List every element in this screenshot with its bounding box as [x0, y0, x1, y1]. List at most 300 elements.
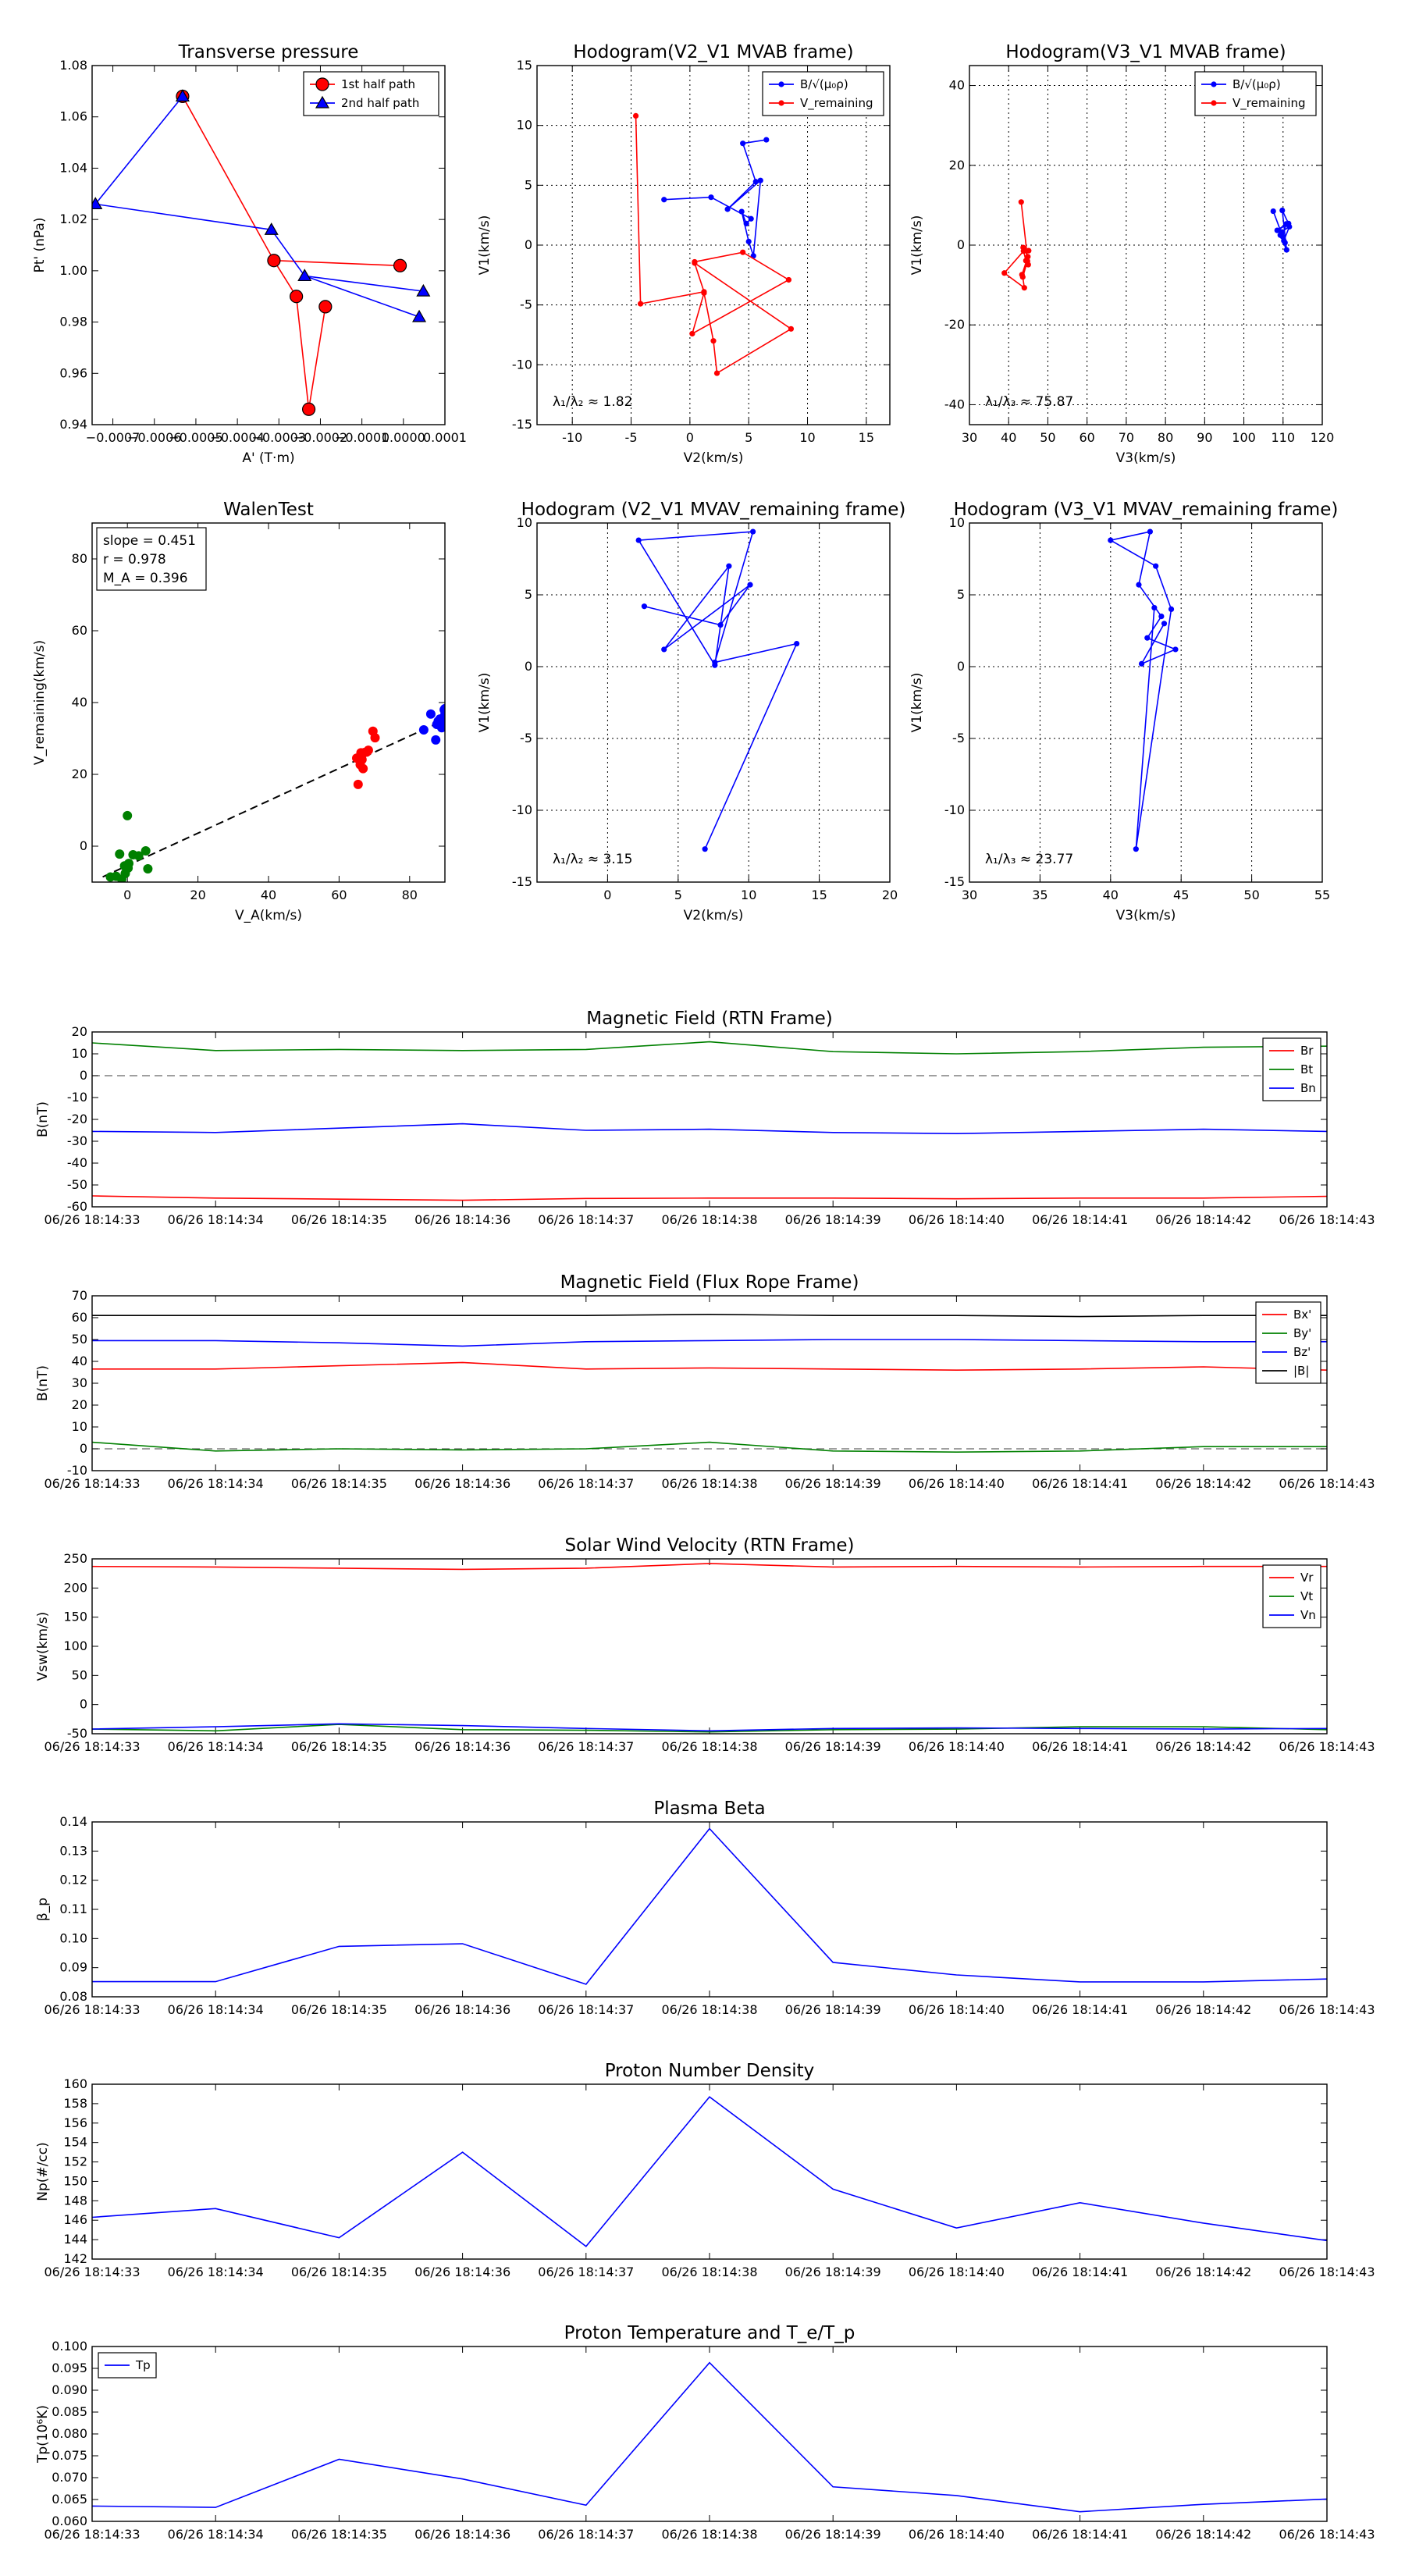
x-tick-label: 30 [961, 888, 978, 902]
chart-walen-test [32, 500, 450, 923]
y-tick-label: 0 [524, 659, 532, 674]
data-point [794, 641, 799, 646]
x-tick-label: -5 [624, 430, 638, 445]
y-tick-label: 0 [956, 659, 965, 674]
data-point [1108, 537, 1113, 543]
data-point [749, 216, 754, 222]
legend-label: V_remaining [800, 96, 873, 110]
x-tick-label: 06/26 18:14:40 [908, 2265, 1005, 2279]
y-tick-label: 20 [948, 157, 965, 173]
legend-label: B/√(μ₀ρ) [1232, 77, 1281, 91]
x-tick-label: 45 [1173, 888, 1190, 902]
data-point [123, 811, 132, 820]
data-point [740, 250, 745, 255]
x-tick-label: 60 [1079, 430, 1095, 445]
x-tick-label: 06/26 18:14:39 [784, 2265, 881, 2279]
fit-stat-line: r = 0.978 [103, 552, 166, 568]
x-tick-label: −0.0005 [169, 430, 223, 445]
data-point [419, 725, 429, 735]
y-tick-label: 10 [948, 515, 965, 530]
y-axis-label: Vsw(km/s) [35, 1611, 51, 1681]
data-point [753, 179, 759, 184]
x-tick-label: 55 [1314, 888, 1331, 902]
data-point [438, 719, 447, 728]
data-point [747, 582, 752, 588]
legend-marker [778, 81, 784, 87]
data-point [1151, 605, 1157, 610]
legend-label: 2nd half path [341, 96, 420, 110]
x-tick-label: 06/26 18:14:39 [784, 1739, 881, 1754]
x-tick-label: 06/26 18:14:40 [908, 1476, 1005, 1491]
y-tick-label: 0.090 [52, 2382, 87, 2397]
y-tick-label: 0.94 [59, 417, 87, 432]
data-point [712, 660, 717, 665]
y-tick-label: 0.060 [52, 2514, 87, 2528]
y-tick-label: -50 [66, 1177, 87, 1192]
y-tick-label: 40 [948, 77, 965, 93]
y-tick-label: 1.00 [59, 262, 87, 278]
y-tick-label: 50 [71, 1667, 87, 1683]
legend-label: V_remaining [1232, 96, 1306, 110]
data-point [1022, 285, 1027, 290]
x-tick-label: 06/26 18:14:37 [538, 1212, 635, 1227]
data-point [1280, 234, 1286, 240]
y-tick-label: -5 [952, 731, 965, 745]
y-tick-label: 0.095 [52, 2361, 87, 2375]
y-tick-label: 20 [71, 1024, 87, 1039]
x-tick-label: 06/26 18:14:43 [1279, 1212, 1375, 1227]
y-tick-label: 0.13 [59, 1843, 87, 1859]
x-tick-label: 06/26 18:14:41 [1032, 1476, 1129, 1491]
x-tick-label: 06/26 18:14:35 [290, 1212, 387, 1227]
y-tick-label: 70 [71, 1288, 87, 1303]
x-tick-label: 06/26 18:14:37 [538, 2265, 635, 2279]
y-tick-label: -50 [66, 1726, 87, 1741]
data-point [1020, 244, 1026, 250]
y-tick-label: 154 [63, 2134, 87, 2150]
x-tick-label: 100 [1232, 430, 1256, 445]
x-tick-label: 06/26 18:14:40 [908, 2002, 1005, 2017]
x-tick-label: 06/26 18:14:33 [44, 2527, 140, 2542]
x-tick-label: 0 [123, 888, 132, 902]
data-point [426, 710, 436, 719]
y-tick-label: 1.06 [59, 109, 87, 124]
legend-label: Br [1300, 1044, 1314, 1058]
chart-title: Transverse pressure [178, 42, 359, 62]
x-tick-label: 06/26 18:14:38 [661, 1739, 758, 1754]
y-tick-label: 0 [956, 237, 965, 252]
y-tick-label: 60 [71, 623, 87, 638]
plot-area [92, 66, 445, 425]
x-tick-label: 06/26 18:14:38 [661, 2265, 758, 2279]
x-tick-label: 06/26 18:14:41 [1032, 2265, 1129, 2279]
y-axis-label: Np(#/cc) [35, 2142, 51, 2201]
x-tick-label: 06/26 18:14:36 [414, 1212, 511, 1227]
x-tick-label: 06/26 18:14:41 [1032, 1212, 1129, 1227]
y-tick-label: 10 [516, 117, 532, 133]
eigenvalue-ratio-annotation: λ₁/λ₃ ≈ 23.77 [985, 852, 1074, 867]
chart-title: Hodogram(V2_V1 MVAB frame) [573, 42, 854, 62]
data-point [661, 197, 667, 202]
data-point [354, 780, 363, 789]
data-point [692, 259, 697, 265]
chart-hodogram-v3-v1-mvav [909, 500, 1338, 923]
legend-label: Tp [136, 2358, 151, 2372]
x-tick-label: 06/26 18:14:42 [1155, 2265, 1252, 2279]
y-tick-label: 0.085 [52, 2404, 87, 2419]
legend-label: Bt [1300, 1062, 1314, 1076]
y-axis-label: V1(km/s) [477, 215, 493, 276]
x-tick-label: 06/26 18:14:37 [538, 2002, 635, 2017]
y-tick-label: -15 [944, 874, 965, 889]
x-tick-label: 06/26 18:14:41 [1032, 1739, 1129, 1754]
data-point [1144, 635, 1150, 641]
x-tick-label: 06/26 18:14:34 [167, 2527, 264, 2542]
chart-hodogram-v2-v1-mvav [477, 500, 905, 923]
x-tick-label: 80 [401, 888, 418, 902]
y-axis-label: Pt' (nPa) [32, 217, 48, 273]
y-tick-label: 158 [63, 2095, 87, 2111]
y-tick-label: 156 [63, 2115, 87, 2130]
x-tick-label: 06/26 18:14:39 [784, 2527, 881, 2542]
x-tick-label: 06/26 18:14:42 [1155, 1212, 1252, 1227]
x-tick-label: 06/26 18:14:36 [414, 2527, 511, 2542]
x-tick-label: −0.0004 [210, 430, 265, 445]
legend-marker [1211, 81, 1216, 87]
y-tick-label: 0 [79, 1441, 87, 1456]
x-tick-label: 06/26 18:14:42 [1155, 1739, 1252, 1754]
y-axis-label: B(nT) [35, 1364, 51, 1402]
data-point [763, 137, 769, 142]
data-point [123, 863, 133, 873]
fit-stat-line: slope = 0.451 [103, 533, 196, 549]
y-tick-label: 0.14 [59, 1814, 87, 1829]
x-tick-label: 06/26 18:14:42 [1155, 2002, 1252, 2017]
plot-area [92, 1822, 1327, 1997]
chart-title: Hodogram (V3_V1 MVAV_remaining frame) [953, 500, 1339, 520]
data-point [319, 301, 332, 313]
y-tick-label: 0.96 [59, 365, 87, 381]
x-tick-label: 06/26 18:14:42 [1155, 2527, 1252, 2542]
y-tick-label: 148 [63, 2193, 87, 2208]
chart-hodogram-v3-v1-mvab [909, 42, 1334, 466]
chart-transverse-pressure [32, 42, 467, 466]
y-tick-label: 144 [63, 2232, 87, 2247]
x-tick-label: 06/26 18:14:34 [167, 2265, 264, 2279]
fit-stat-line: M_A = 0.396 [103, 571, 188, 586]
data-point [636, 537, 642, 543]
x-tick-label: 06/26 18:14:33 [44, 2002, 140, 2017]
y-tick-label: -10 [66, 1090, 87, 1105]
x-tick-label: 06/26 18:14:39 [784, 1476, 881, 1491]
x-tick-label: 06/26 18:14:33 [44, 2265, 140, 2279]
chart-solar-wind-velocity [35, 1535, 1375, 1754]
y-tick-label: 142 [63, 2251, 87, 2266]
y-tick-label: 152 [63, 2154, 87, 2169]
x-tick-label: 15 [811, 888, 827, 902]
data-point [724, 206, 730, 212]
y-tick-label: -40 [66, 1155, 87, 1170]
x-tick-label: 06/26 18:14:38 [661, 1212, 758, 1227]
chart-magnetic-field-rtn [35, 1009, 1375, 1227]
y-tick-label: 0.100 [52, 2339, 87, 2354]
y-tick-label: 0.08 [59, 1989, 87, 2004]
x-tick-label: 06/26 18:14:38 [661, 2527, 758, 2542]
x-tick-label: 06/26 18:14:35 [290, 1739, 387, 1754]
x-tick-label: 40 [1102, 888, 1119, 902]
y-tick-label: 20 [71, 1397, 87, 1412]
legend-label: Bn [1300, 1081, 1316, 1095]
x-tick-label: 06/26 18:14:40 [908, 1212, 1005, 1227]
x-tick-label: 30 [961, 430, 978, 445]
data-point [1139, 661, 1144, 667]
legend-label: Bx' [1293, 1308, 1312, 1322]
data-point [740, 141, 745, 146]
x-tick-label: 90 [1197, 430, 1213, 445]
x-tick-label: 0 [603, 888, 612, 902]
x-tick-label: 5 [674, 888, 682, 902]
x-tick-label: 06/26 18:14:33 [44, 1212, 140, 1227]
x-axis-label: A' (T·m) [242, 450, 295, 466]
x-tick-label: 10 [799, 430, 816, 445]
y-tick-label: -40 [944, 397, 965, 412]
data-point [1161, 621, 1167, 626]
data-point [750, 528, 756, 534]
y-tick-label: 0.080 [52, 2426, 87, 2441]
plot-area [537, 523, 890, 882]
data-point [1026, 248, 1031, 254]
data-point [143, 864, 152, 873]
legend [1263, 1565, 1321, 1628]
y-tick-label: -15 [511, 417, 532, 432]
legend [1263, 1038, 1321, 1101]
x-tick-label: 0 [685, 430, 694, 445]
x-axis-label: V2(km/s) [683, 908, 744, 923]
y-tick-label: -20 [944, 317, 965, 333]
x-tick-label: 06/26 18:14:43 [1279, 2527, 1375, 2542]
y-tick-label: 5 [524, 587, 532, 602]
x-tick-label: 35 [1032, 888, 1048, 902]
legend [1195, 72, 1316, 116]
data-point [1147, 528, 1153, 534]
x-tick-label: 06/26 18:14:36 [414, 2002, 511, 2017]
x-tick-label: 15 [858, 430, 875, 445]
data-point [1019, 199, 1024, 205]
data-point [739, 208, 745, 214]
data-point [758, 178, 763, 183]
x-tick-label: 5 [745, 430, 753, 445]
y-tick-label: 40 [71, 1354, 87, 1368]
legend-label: Vr [1300, 1571, 1314, 1585]
y-tick-label: 0.075 [52, 2448, 87, 2463]
data-point [141, 846, 151, 856]
x-axis-label: V3(km/s) [1115, 908, 1176, 923]
plot-area [92, 2084, 1327, 2259]
data-point [1001, 270, 1007, 276]
data-point [689, 331, 695, 336]
x-tick-label: 06/26 18:14:33 [44, 1476, 140, 1491]
x-tick-label: 06/26 18:14:35 [290, 2265, 387, 2279]
chart-title: Hodogram (V2_V1 MVAV_remaining frame) [521, 500, 906, 520]
x-tick-label: 0.0000 [381, 430, 425, 445]
y-tick-label: -10 [511, 802, 532, 817]
legend [98, 2353, 156, 2378]
data-point [638, 301, 643, 307]
y-tick-label: 150 [63, 1609, 87, 1624]
y-tick-label: 40 [71, 695, 87, 710]
y-tick-label: 0.070 [52, 2470, 87, 2485]
y-tick-label: 50 [71, 1332, 87, 1347]
y-tick-label: 5 [524, 177, 532, 193]
data-point [290, 290, 303, 303]
chart-proton-temperature [35, 2323, 1375, 2542]
y-tick-label: -10 [944, 802, 965, 817]
y-tick-label: 0.98 [59, 314, 87, 329]
chart-title: Plasma Beta [653, 1799, 766, 1819]
x-tick-label: 06/26 18:14:41 [1032, 2527, 1129, 2542]
y-tick-label: 160 [63, 2076, 87, 2091]
chart-title: Solar Wind Velocity (RTN Frame) [564, 1535, 855, 1556]
x-tick-label: 60 [331, 888, 347, 902]
x-tick-label: 06/26 18:14:34 [167, 1476, 264, 1491]
x-tick-label: 06/26 18:14:39 [784, 1212, 881, 1227]
x-tick-label: 06/26 18:14:36 [414, 1739, 511, 1754]
legend-label: B/√(μ₀ρ) [800, 77, 848, 91]
legend-label: Bz' [1293, 1345, 1311, 1359]
eigenvalue-ratio-annotation: λ₁/λ₂ ≈ 3.15 [553, 852, 633, 867]
legend-label: 1st half path [341, 77, 416, 91]
data-point [1025, 254, 1030, 259]
data-point [268, 254, 280, 267]
y-tick-label: 100 [63, 1638, 87, 1653]
y-tick-label: -15 [511, 874, 532, 889]
x-tick-label: −0.0003 [251, 430, 306, 445]
x-tick-label: 06/26 18:14:41 [1032, 2002, 1129, 2017]
x-tick-label: 06/26 18:14:34 [167, 1739, 264, 1754]
y-tick-label: -5 [520, 297, 532, 312]
y-tick-label: 0 [79, 838, 87, 853]
chart-title: Proton Temperature and T_e/T_p [564, 2323, 855, 2343]
legend-label: |B| [1293, 1364, 1310, 1378]
y-tick-label: -5 [520, 731, 532, 745]
y-axis-label: Tp(10⁶K) [35, 2404, 51, 2464]
x-tick-label: 06/26 18:14:43 [1279, 2002, 1375, 2017]
x-tick-label: 06/26 18:14:34 [167, 1212, 264, 1227]
x-tick-label: 40 [260, 888, 277, 902]
x-tick-label: 06/26 18:14:35 [290, 1476, 387, 1491]
data-point [701, 290, 706, 296]
x-tick-label: 06/26 18:14:34 [167, 2002, 264, 2017]
x-tick-label: 06/26 18:14:40 [908, 2527, 1005, 2542]
plot-area [92, 1296, 1327, 1471]
data-point [371, 733, 380, 742]
data-point [1019, 272, 1025, 277]
chart-proton-number-density [35, 2061, 1375, 2279]
y-tick-label: 250 [63, 1551, 87, 1566]
y-tick-label: 80 [71, 551, 87, 566]
data-point [702, 846, 708, 852]
y-tick-label: 150 [63, 2173, 87, 2189]
x-tick-label: 110 [1271, 430, 1296, 445]
x-tick-label: 06/26 18:14:38 [661, 1476, 758, 1491]
y-tick-label: 5 [956, 587, 965, 602]
chart-title: Proton Number Density [604, 2061, 815, 2081]
y-axis-label: β_p [35, 1897, 51, 1922]
chart-title: Hodogram(V3_V1 MVAB frame) [1005, 42, 1286, 62]
legend [1256, 1302, 1321, 1383]
x-tick-label: 06/26 18:14:37 [538, 1739, 635, 1754]
y-tick-label: -30 [66, 1133, 87, 1148]
x-tick-label: 06/26 18:14:35 [290, 2002, 387, 2017]
legend [304, 72, 439, 116]
y-tick-label: 10 [71, 1419, 87, 1434]
plot-area [92, 1559, 1327, 1734]
chart-title: Magnetic Field (Flux Rope Frame) [560, 1272, 859, 1293]
y-tick-label: 0.11 [59, 1902, 87, 1916]
plot-area [92, 2347, 1327, 2521]
x-tick-label: 0.0001 [423, 430, 467, 445]
legend-label: Vn [1300, 1608, 1316, 1622]
y-tick-label: 1.08 [59, 58, 87, 73]
x-tick-label: −0.0007 [85, 430, 140, 445]
x-axis-label: V2(km/s) [683, 450, 744, 466]
x-tick-label: −0.0002 [293, 430, 348, 445]
data-point [356, 760, 365, 770]
data-point [1136, 582, 1141, 588]
data-point [1275, 227, 1280, 233]
data-point [394, 259, 407, 272]
y-tick-label: -20 [66, 1112, 87, 1126]
y-axis-label: V1(km/s) [477, 672, 493, 733]
y-tick-label: 10 [71, 1046, 87, 1061]
data-point [1168, 607, 1174, 612]
plot-area [92, 1032, 1327, 1207]
x-axis-label: V_A(km/s) [234, 908, 303, 923]
legend-marker [316, 78, 329, 91]
x-tick-label: -10 [562, 430, 583, 445]
data-point [708, 194, 713, 200]
y-tick-label: 0.10 [59, 1930, 87, 1946]
data-point [710, 338, 716, 343]
legend-marker [778, 100, 784, 105]
x-tick-label: 40 [1001, 430, 1017, 445]
x-tick-label: 06/26 18:14:40 [908, 1739, 1005, 1754]
x-tick-label: 06/26 18:14:43 [1279, 1739, 1375, 1754]
legend-marker [1211, 100, 1216, 105]
x-tick-label: 06/26 18:14:38 [661, 2002, 758, 2017]
x-tick-label: 10 [741, 888, 757, 902]
y-tick-label: 20 [71, 767, 87, 781]
x-tick-label: 06/26 18:14:43 [1279, 2265, 1375, 2279]
x-tick-label: 06/26 18:14:39 [784, 2002, 881, 2017]
x-tick-label: 70 [1118, 430, 1135, 445]
data-point [1158, 614, 1164, 619]
y-tick-label: 15 [516, 58, 532, 73]
y-tick-label: 200 [63, 1580, 87, 1596]
chart-title: WalenTest [223, 500, 314, 520]
data-point [1172, 646, 1178, 652]
x-tick-label: 80 [1157, 430, 1174, 445]
y-tick-label: 0.065 [52, 2492, 87, 2507]
chart-title: Magnetic Field (RTN Frame) [586, 1009, 833, 1029]
y-axis-label: V1(km/s) [909, 672, 925, 733]
x-tick-label: 20 [881, 888, 898, 902]
x-tick-label: 50 [1040, 430, 1056, 445]
y-tick-label: 60 [71, 1310, 87, 1325]
legend-label: Vt [1300, 1589, 1314, 1603]
x-tick-label: 06/26 18:14:43 [1279, 1476, 1375, 1491]
x-tick-label: 06/26 18:14:36 [414, 2265, 511, 2279]
